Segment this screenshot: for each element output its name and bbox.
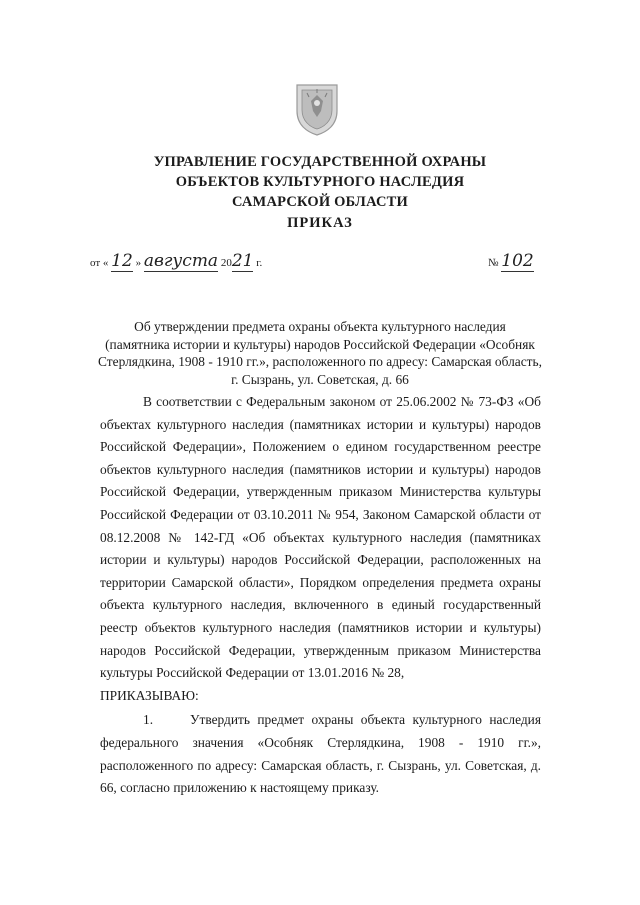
- title-line: Об утверждении предмета охраны объекта культурного наследия: [134, 319, 506, 334]
- number-value: 102: [501, 251, 534, 271]
- date-month: августа: [143, 251, 219, 271]
- date-year-prefix: 20: [220, 257, 232, 269]
- agency-name: [0, 152, 640, 212]
- document-title: [70, 318, 570, 388]
- date-prefix: от «: [90, 257, 109, 269]
- preamble-paragraph: В соответствии с Федеральным законом от 25.06.2002 № 73-ФЗ «Об объектах культурного наследия (памятниках истории и культуры) народов Российской Федерации», Положением о едином государственном реестре объектов культурного наследия (памятников истории и культуры) народов Российской Федерации, утвержденным приказом Министерства культуры Российской Федерации от 03.10.2011 № 954, Законом Самарской области от 08.12.2008 № 142-ГД «Об объектах культурного наследия (памятниках истории и культуры) народов Российской Федерации, расположенных на территории Самарской области», Порядком определения предмета охраны объекта культурного наследия, включенного в единый государственный реестр объектов культурного наследия (памятников истории и культуры) народов Российской Федерации, утвержденным приказом Министерства культуры Российской Федерации от 13.01.2016 № 28,: [100, 394, 541, 681]
- title-line: г. Сызрань, ул. Советская, д. 66: [231, 371, 409, 387]
- agency-line: УПРАВЛЕНИЕ ГОСУДАРСТВЕННОЙ ОХРАНЫ: [153, 154, 487, 170]
- order-item-1: 1. Утвердить предмет охраны объекта культурного наследия федерального значения «Особняк Стерлядкина, 1908 - 1910 гг.», расположенного по адресу: Самарская область, г. Сызрань, ул. Советская, д. 66, согласно приложению к настоящему приказу.: [100, 712, 541, 796]
- date-day: 12: [111, 251, 133, 271]
- title-line: Стерлядкина, 1908 - 1910 гг.», расположенного по адресу: Самарская область,: [98, 354, 542, 369]
- order-number: [488, 251, 534, 271]
- order-word: ПРИКАЗЫВАЮ:: [100, 687, 199, 703]
- document-body: [100, 391, 541, 800]
- agency-line: ОБЪЕКТОВ КУЛЬТУРНОГО НАСЛЕДИЯ: [175, 174, 465, 190]
- date-suffix: г.: [256, 257, 263, 269]
- date-separator: »: [135, 257, 142, 269]
- title-line: (памятника истории и культуры) народов Российской Федерации «Особняк: [105, 336, 535, 352]
- number-label: №: [488, 257, 499, 269]
- date-year: 21: [231, 251, 254, 271]
- agency-line: САМАРСКОЙ ОБЛАСТИ: [231, 194, 409, 210]
- coat-of-arms-emblem: [293, 81, 341, 137]
- order-date: [90, 251, 262, 271]
- document-type: ПРИКАЗ: [287, 215, 353, 231]
